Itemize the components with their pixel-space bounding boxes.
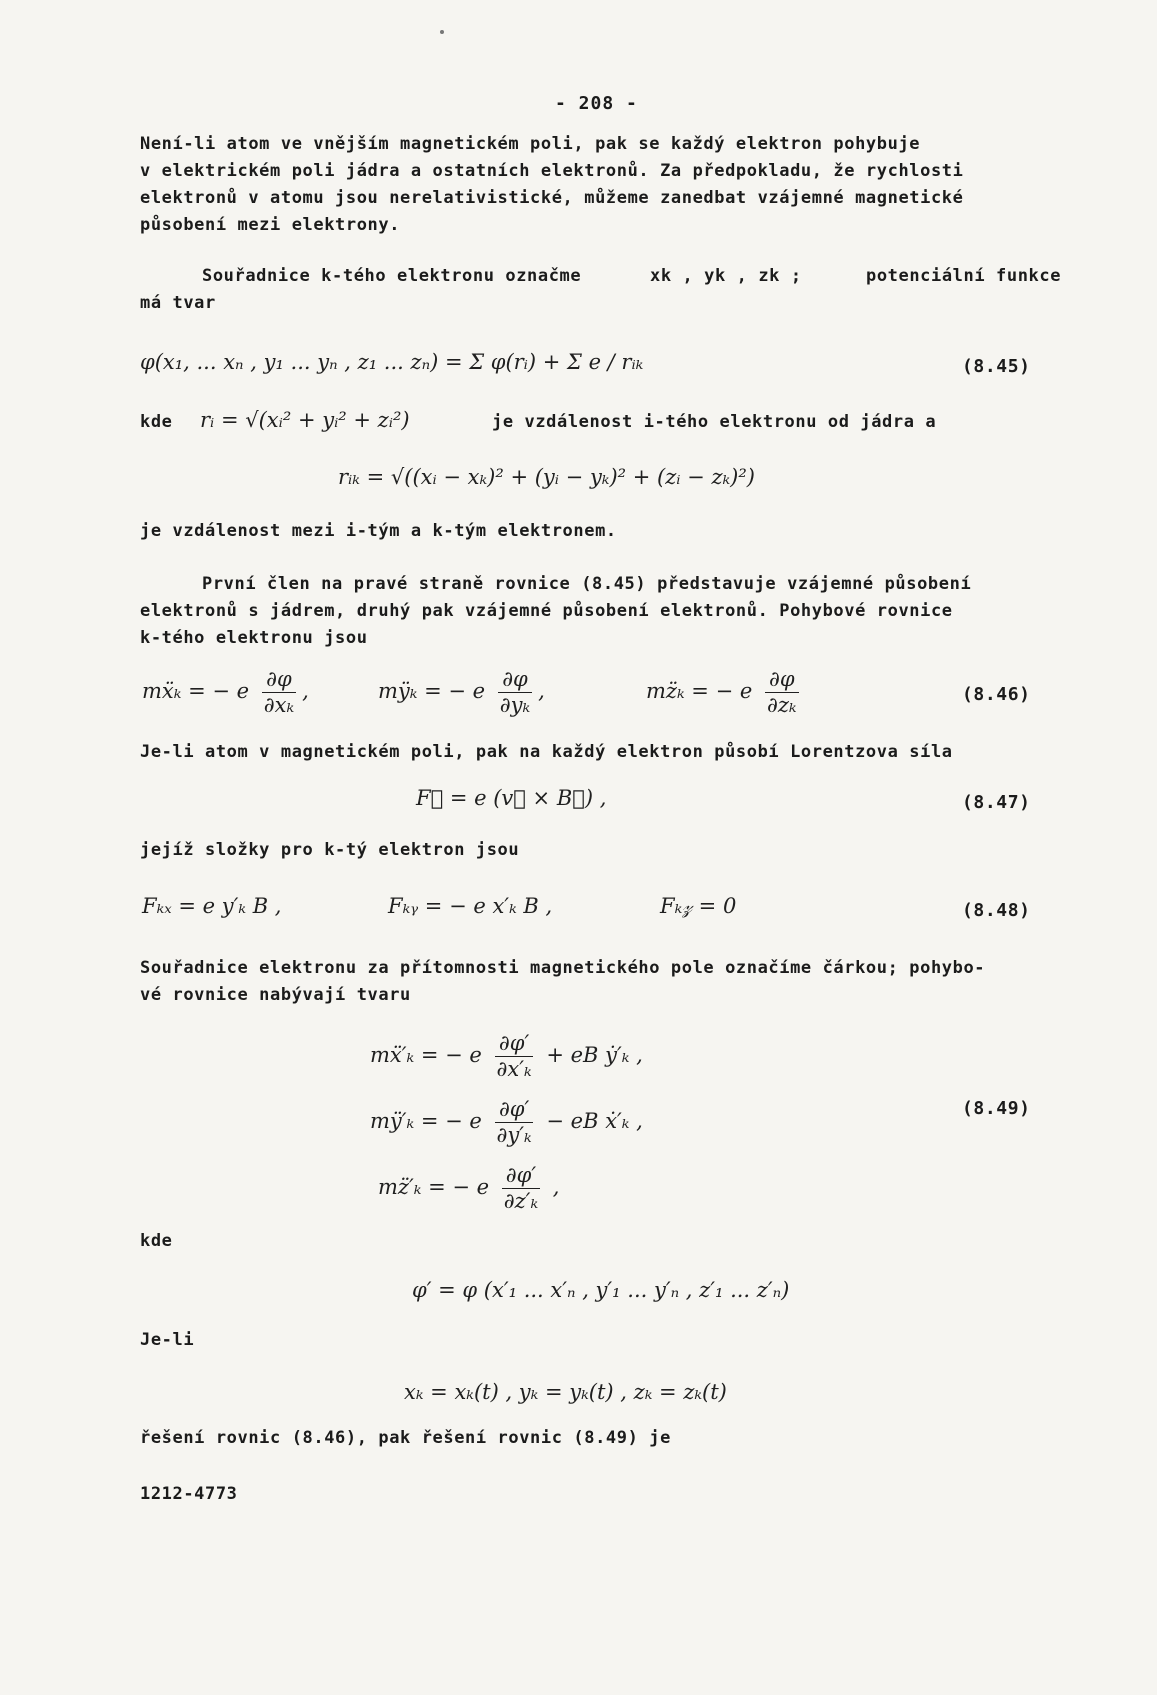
fraction-numerator: ∂φ′ (495, 1032, 533, 1057)
footer-code: 1212-4773 (140, 1484, 238, 1504)
equation-8-49b (370, 1098, 643, 1147)
paragraph-line: je vzdálenost mezi i-tým a k-tým elektronem. (140, 521, 617, 541)
equation-8-48c: Fₖ𝓏 = 0 (660, 894, 737, 918)
partial-fraction (500, 1164, 542, 1213)
equation-8-49a (370, 1032, 643, 1081)
paragraph-line: Souřadnice k-tého elektronu označme (202, 266, 582, 286)
equation-8-48b: Fₖᵧ = − e x′ₖ B , (388, 894, 553, 918)
equation-rhs: − eB ẋ′ₖ , (546, 1109, 643, 1134)
partial-fraction (763, 668, 801, 717)
fraction-denominator: ∂zₖ (766, 693, 797, 718)
equation-8-46c (646, 668, 805, 717)
partial-fraction (260, 668, 298, 717)
equation-number: (8.47) (962, 792, 1031, 813)
equation-lhs: mz̈ₖ = − e (646, 679, 753, 704)
equation-8-46b: mÿₖ = − e $\frac{\partial\varphi}{\text{∂yₖ}}$ , (378, 667, 545, 718)
ri-definition: rᵢ = √(xᵢ² + yᵢ² + zᵢ²) (200, 408, 410, 432)
fraction-denominator: ∂y′ₖ (496, 1123, 532, 1148)
paragraph-line: je vzdálenost i-tého elektronu od jádra a (492, 412, 937, 432)
phi-prime-definition: φ′ = φ (x′₁ ... x′ₙ , y′₁ ... y′ₙ , z′₁ ... z′ₙ) (412, 1278, 790, 1302)
equation-number: (8.45) (962, 356, 1031, 377)
paragraph-line: První člen na pravé straně rovnice (8.45) představuje vzájemné působení (202, 574, 972, 594)
fraction-numerator: ∂φ′ (495, 1098, 533, 1123)
coordinate-symbols: xk , yk , zk ; (650, 266, 802, 286)
scan-speck (440, 30, 444, 34)
paragraph-line: elektronů s jádrem, druhý pak vzájemné působení elektronů. Pohybové rovnice (140, 601, 953, 621)
paragraph-line: má tvar (140, 293, 216, 313)
kde-label: kde (140, 412, 173, 432)
equation-lhs: mz̈′ₖ = − e (378, 1175, 490, 1200)
fraction-numerator: ∂φ (498, 668, 532, 693)
paragraph-line: v elektrickém poli jádra a ostatních elektronů. Za předpokladu, že rychlosti (140, 161, 964, 181)
paragraph-line: k-tého elektronu jsou (140, 628, 368, 648)
equation-8-46a: mẍₖ = − e $\frac{\partial\varphi}{\text{∂xₖ}}$ , (142, 667, 309, 718)
equation-lhs: mÿ′ₖ = − e (370, 1109, 482, 1134)
paragraph-line: jejíž složky pro k-tý elektron jsou (140, 840, 520, 860)
fraction-numerator: ∂φ (262, 668, 296, 693)
solution-equations: xₖ = xₖ(t) , yₖ = yₖ(t) , zₖ = zₖ(t) (404, 1380, 727, 1404)
equation-rhs: + eB ẏ′ₖ , (546, 1043, 643, 1068)
equation-8-48a: Fₖₓ = e y′ₖ B , (142, 894, 282, 918)
equation-lhs: mÿₖ = − e (378, 679, 486, 704)
equation-number: (8.49) (962, 1098, 1031, 1119)
equation-8-45: φ(x₁, ... xₙ , y₁ ... yₙ , z₁ ... zₙ) = Σ φ(rᵢ) + Σ e / rᵢₖ (140, 350, 644, 374)
equation-rhs: , (552, 1175, 560, 1200)
fraction-denominator: ∂yₖ (499, 693, 531, 718)
partial-fraction (493, 1032, 536, 1081)
fraction-numerator: ∂φ′ (502, 1164, 540, 1189)
equation-lhs: mẍₖ = − e (142, 679, 250, 704)
equation-8-47: F⃗ = e (v⃗ × B⃗) , (416, 786, 607, 810)
paragraph-line: potenciální funkce (866, 266, 1062, 286)
paragraph-line: působení mezi elektrony. (140, 215, 401, 235)
paragraph-line: Není-li atom ve vnějším magnetickém poli, pak se každý elektron pohybuje (140, 134, 921, 154)
fraction-denominator: ∂z′ₖ (503, 1189, 539, 1214)
equation-number: (8.46) (962, 684, 1031, 705)
paragraph-line: řešení rovnic (8.46), pak řešení rovnic (8.49) je (140, 1428, 671, 1448)
fraction-denominator: ∂x′ₖ (496, 1057, 532, 1082)
partial-fraction (493, 1098, 536, 1147)
fraction-numerator: ∂φ (765, 668, 799, 693)
equation-number: (8.48) (962, 900, 1031, 921)
fraction-denominator: ∂xₖ (263, 693, 295, 718)
equation-lhs: mẍ′ₖ = − e (370, 1043, 482, 1068)
paragraph-line: Je-li (140, 1330, 195, 1350)
paragraph-line: Je-li atom v magnetickém poli, pak na každý elektron působí Lorentzova síla (140, 742, 953, 762)
equation-8-49c (378, 1164, 559, 1213)
rik-definition: rᵢₖ = √((xᵢ − xₖ)² + (yᵢ − yₖ)² + (zᵢ − zₖ)²) (338, 465, 755, 489)
kde-label: kde (140, 1231, 173, 1251)
paragraph-line: Souřadnice elektronu za přítomnosti magnetického pole označíme čárkou; pohybo- (140, 958, 986, 978)
partial-fraction (496, 668, 534, 717)
paragraph-line: vé rovnice nabývají tvaru (140, 985, 411, 1005)
paragraph-line: elektronů v atomu jsou nerelativistické, můžeme zanedbat vzájemné magnetické (140, 188, 964, 208)
page-number: - 208 - (555, 93, 638, 114)
